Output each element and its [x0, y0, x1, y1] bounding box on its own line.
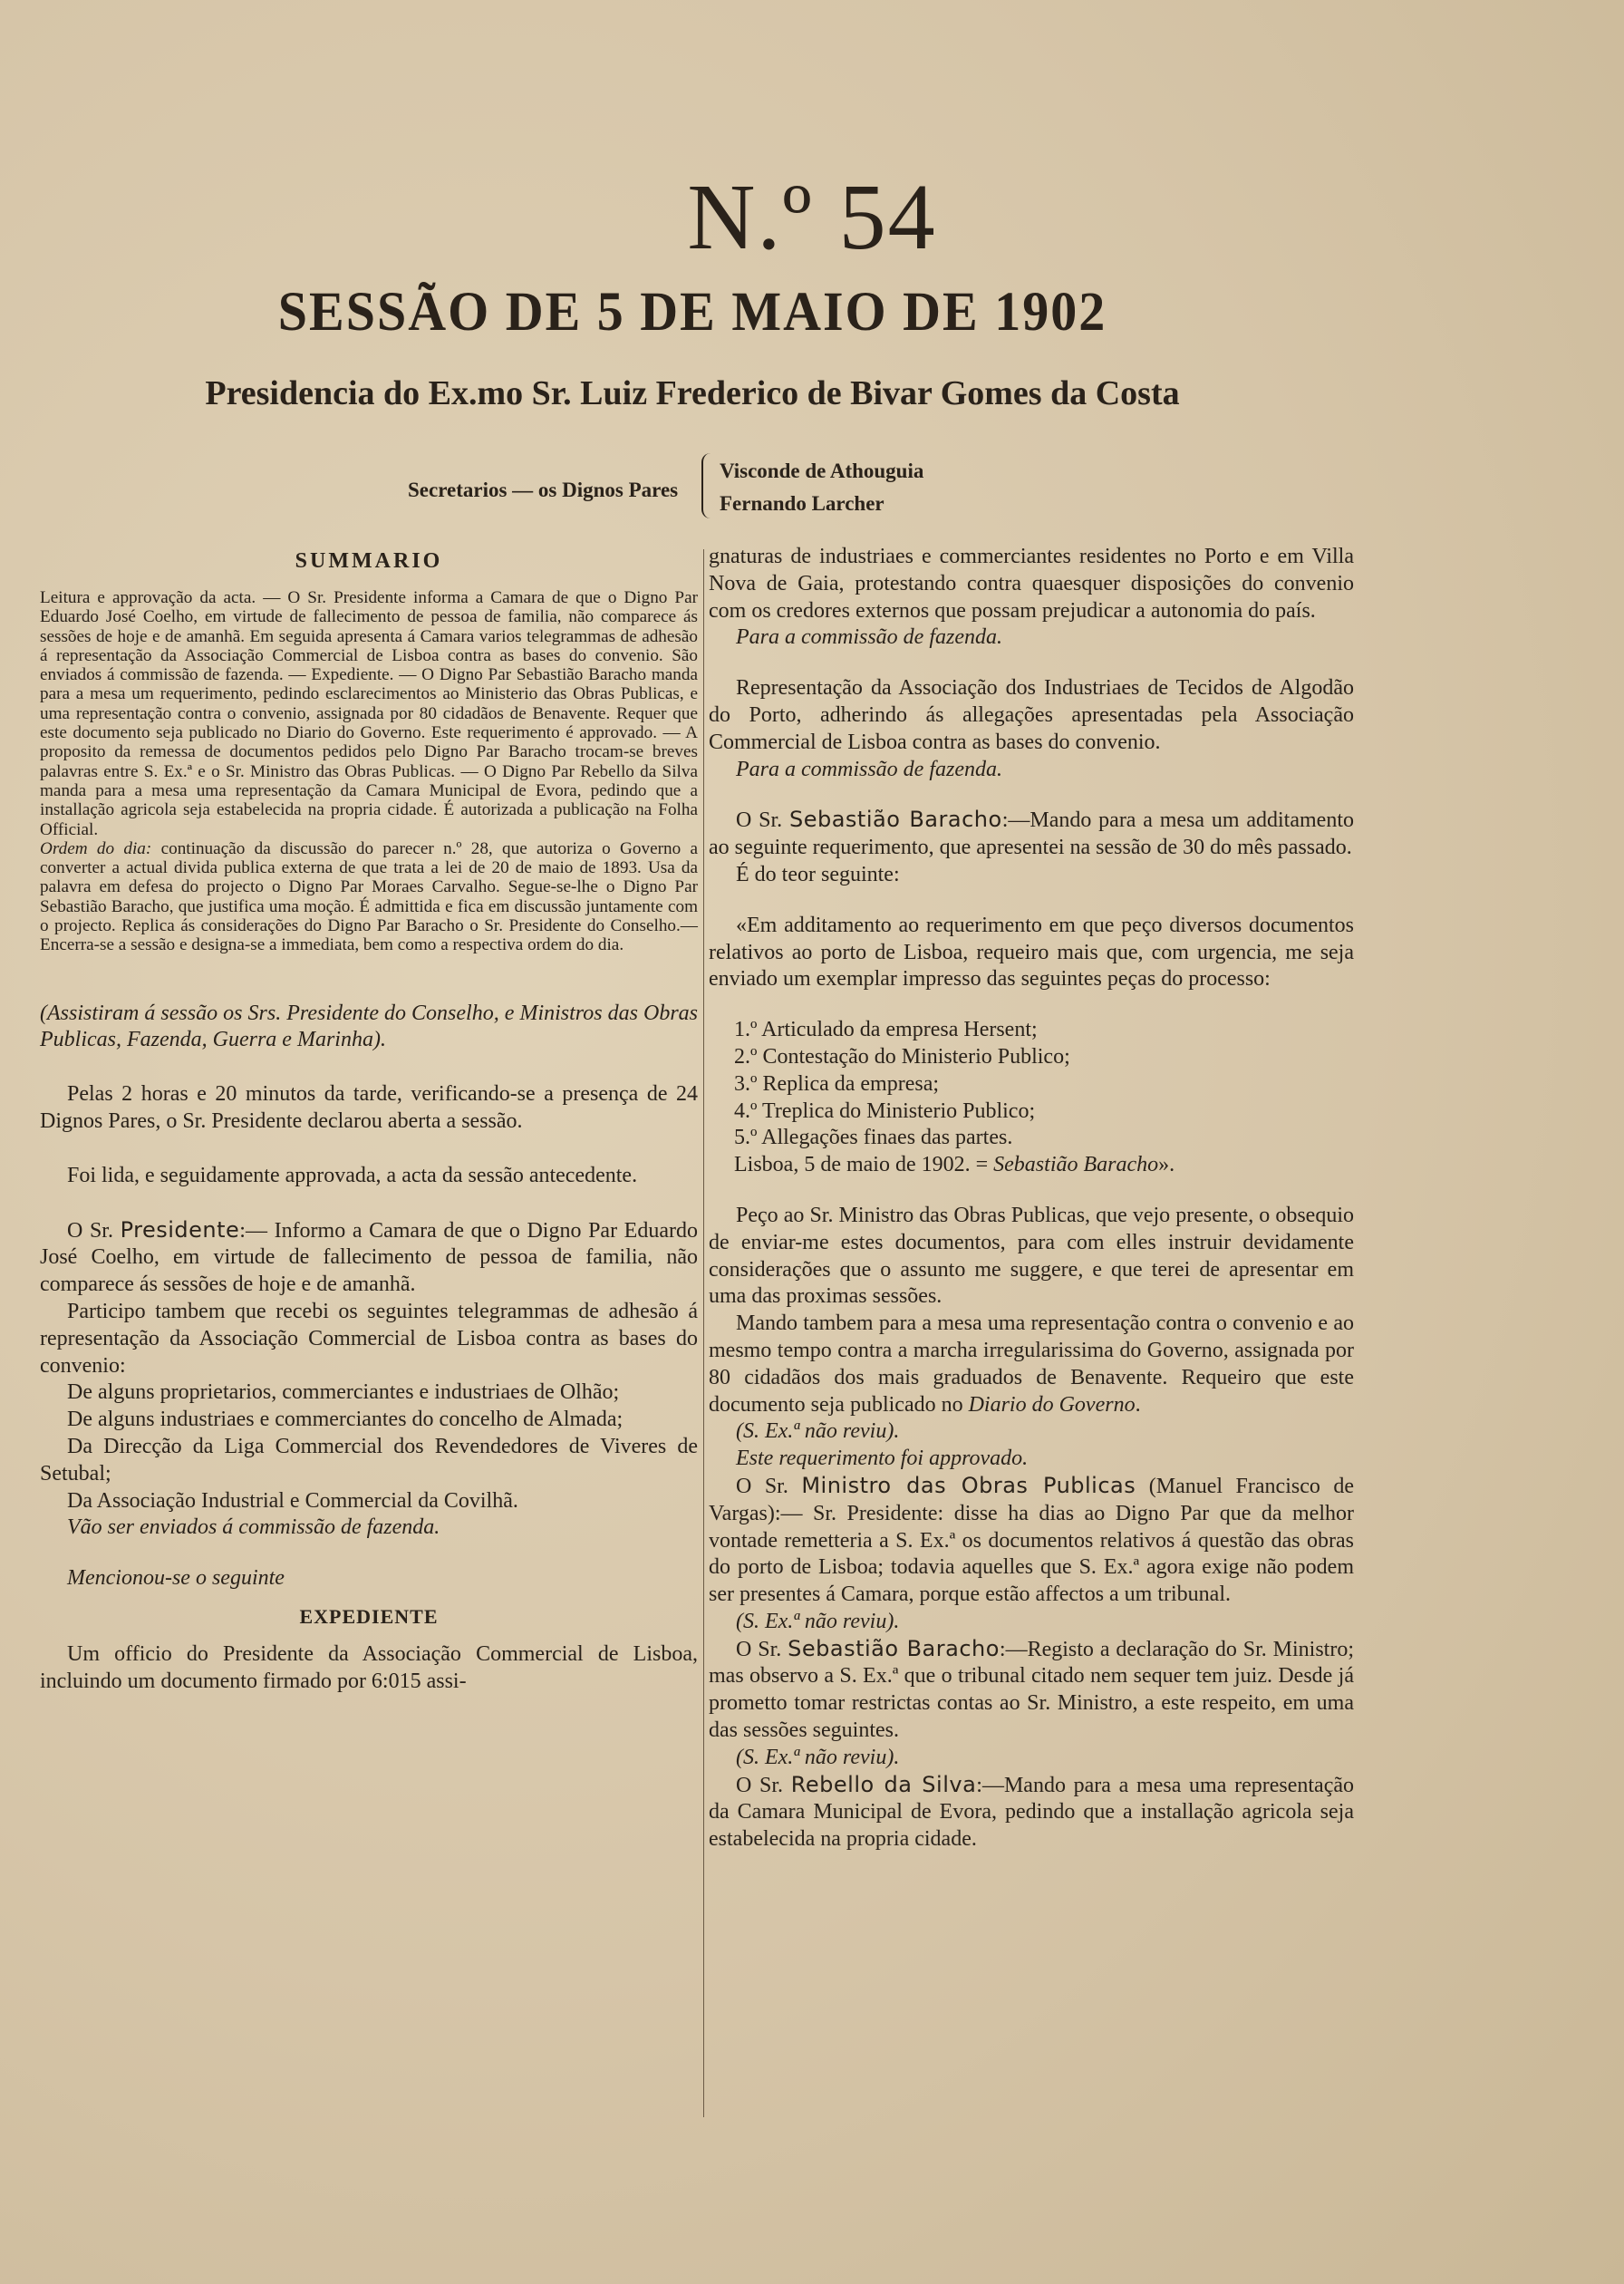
secretary-1: Visconde de Athouguia — [720, 460, 924, 482]
list-item: 2.º Contestação do Ministerio Publico; — [734, 1044, 1070, 1069]
list-item: 5.º Allegações finaes das partes. — [734, 1126, 1013, 1150]
speech-text: (Manuel Francisco de Vargas):— Sr. Presidente: disse ha dias ao Digno Par que da melhor vontade remetteria a S. Ex.ª os documentos relativos á questão das obras do porto de Lisboa; todavia aquelles que S. Ex.ª agora exige não podem ser presentes á Camara, porque estão affectos a um tribunal. — [709, 1474, 1354, 1607]
speaker-prefix: O Sr. — [736, 1637, 788, 1661]
paragraph-acta: Foi lida, e seguidamente approvada, a acta da sessão antecedente. — [67, 1163, 638, 1187]
list-item: 3.º Replica da empresa; — [734, 1071, 940, 1096]
telegram-2: De alguns industriaes e commerciantes do concelho de Almada; — [67, 1408, 624, 1432]
summary-text: Leitura e approvação da acta. — O Sr. Presidente informa a Camara de que o Digno Par Eduardo José Coelho, em virtude de fallecimento de pessoa de familia, não comparece ás sessões de hoje e de amanhã. Em seguida apresenta á Camara varios telegrammas de adhesão á representação da Associação Commercial de Lisboa contra as bases do convenio. São enviados á commissão de fazenda. — Expediente. — O Digno Par Sebastião Baracho manda para a mesa um requerimento, pedindo esclarecimentos ao Ministerio das Obras Publicas, e uma representação contra o convenio, assignada por 80 cidadãos de Benavente. Requer que este documento seja publicado no Diario do Governo. Este requerimento é approvado. — A proposito da remessa de documentos pedidos pelo Digno Par Baracho trocam-se breves palavras entre S. Ex.ª e o Sr. Ministro das Obras Publicas. — O Digno Par Rebello da Silva manda para a mesa uma representação da Camara Municipal de Evora, pedindo que a installação agricola seja estabelecida na propria cidade. É autorizada a publicação na Folha Official. — [40, 588, 698, 839]
paragraph-ministro — [709, 1473, 1354, 1609]
paragraph-presidente — [40, 1217, 698, 1299]
session-title: SESSÃO DE 5 DE MAIO DE 1902 — [277, 280, 1107, 343]
speaker-name: Sebastião Baracho — [788, 807, 1002, 833]
summary-heading: SUMMARIO — [295, 549, 443, 573]
vao-enviados: Vão ser enviados á commissão de fazenda. — [67, 1515, 440, 1540]
diario-title: Diario do Governo — [968, 1392, 1136, 1417]
paragraph-baracho-2 — [709, 1636, 1354, 1745]
signature-name: Sebastião Baracho — [993, 1153, 1159, 1177]
right-commission-1: Para a commissão de fazenda. — [736, 625, 1002, 650]
speaker-name: Sebastião Baracho — [788, 1635, 1000, 1661]
nao-reviu-3: (S. Ex.ª não reviu). — [736, 1745, 900, 1769]
speech-text: :—Mando para a mesa um additamento ao seguinte requerimento, que apresentei na sessão de 30 do mês passado. — [709, 808, 1354, 860]
speaker-name: Rebello da Silva — [790, 1771, 977, 1797]
list-item: 4.º Treplica do Ministerio Publico; — [734, 1098, 1036, 1123]
right-commission-2: Para a commissão de fazenda. — [736, 757, 1002, 781]
list-item: 1.º Articulado da empresa Hersent; — [734, 1018, 1038, 1042]
telegram-1: De alguns proprietarios, commerciantes e industriaes de Olhão; — [67, 1380, 620, 1405]
approvado-note: Este requerimento foi approvado. — [736, 1447, 1029, 1471]
mencionou-note: Mencionou-se o seguinte — [67, 1566, 285, 1591]
mando-text: Mando tambem para a mesa uma representação contra o convenio e ao mesmo tempo contra a marcha irregularissima do Governo, assignada por 80 cidadãos dos mais graduados de Benavente. Requeiro que este documento seja publicado no — [709, 1311, 1354, 1417]
signature-line — [709, 1152, 1354, 1179]
paragraph-opening: Pelas 2 horas e 20 minutos da tarde, verificando-se a presença de 24 Dignos Pares, o Sr. Presidente declarou aberta a sessão. — [40, 1082, 698, 1134]
speech-text: :—Mando para a mesa uma representação da Camara Municipal de Evora, pedindo que a installação agricola seja estabelecida na propria cidade. — [709, 1773, 1354, 1852]
teor-seguinte: É do teor seguinte: — [736, 862, 900, 886]
right-column — [709, 544, 1354, 1853]
paragraph-rebello — [709, 1772, 1354, 1853]
presidency-line: Presidencia do Ex.mo Sr. Luiz Frederico de Bivar Gomes da Costa — [205, 374, 1180, 412]
secretaries-label: Secretarios — os Dignos Pares — [408, 479, 679, 501]
secretary-2: Fernando Larcher — [720, 492, 884, 515]
peco-paragraph: Peço ao Sr. Ministro das Obras Publicas, que vejo presente, o obsequio de enviar-me estes documentos, para com elles instruir devidamente considerações que o assunto me suggere, e que terei de apresentar em uma das proximas sessões. — [709, 1203, 1354, 1309]
speaker-name: Ministro das Obras Publicas — [801, 1472, 1136, 1498]
officio-paragraph: Um officio do Presidente da Associação Commercial de Lisboa, incluindo um documento firmado por 6:015 assi- — [40, 1641, 698, 1693]
telegram-3: Da Direcção da Liga Commercial dos Revendedores de Viveres de Setubal; — [40, 1435, 698, 1486]
nao-reviu-2: (S. Ex.ª não reviu). — [736, 1609, 900, 1633]
mando-end: . — [1135, 1392, 1141, 1417]
column-divider — [703, 549, 704, 2117]
speaker-name: Presidente — [120, 1216, 240, 1243]
assistiram-note: (Assistiram á sessão os Srs. Presidente do Conselho, e Ministros das Obras Publicas, Fazenda, Guerra e Marinha). — [40, 1001, 698, 1052]
speaker-prefix: O Sr. — [736, 1773, 791, 1797]
right-continuation: gnaturas de industriaes e commerciantes residentes no Porto e em Villa Nova de Gaia, protestando contra quaesquer disposições do convenio com os credores externos que possam prejudicar a autonomia do país. — [709, 545, 1354, 623]
left-column — [40, 544, 698, 1696]
telegram-4: Da Associação Industrial e Commercial da Covilhã. — [67, 1488, 518, 1513]
paragraph-baracho-1 — [709, 807, 1354, 862]
speaker-prefix: O Sr. — [736, 808, 789, 833]
ordem-label: Ordem do dia: — [40, 838, 152, 858]
summary-ordem — [40, 839, 698, 955]
requerimento-quote: «Em additamento ao requerimento em que peço diversos documentos relativos ao porto de Lisboa, requeiro mais que, com urgencia, me seja enviado um exemplar impresso das seguintes peças do processo: — [709, 913, 1354, 992]
signature-close: ». — [1158, 1153, 1175, 1177]
secretaries-names — [720, 455, 923, 520]
representacao-tecidos: Representação da Associação dos Industriaes de Tecidos de Algodão do Porto, adherindo ás allegações apresentadas pela Associação Commercial de Lisboa contra as bases do convenio. — [709, 676, 1354, 754]
ordem-text: continuação da discussão do parecer n.º 28, que autoriza o Governo a converter a actual divida publica externa de que trata a lei de 20 de maio de 1893. Usa da palavra em defesa do projecto o Digno Par Moraes Carvalho. Segue-se-lhe o Digno Par Sebastião Baracho, que justifica uma moção. É admittida e fica em discussão juntamente com o projecto. Replica ás considerações do Digno Par Baracho o Sr. Presidente do Conselho.— Encerra-se a sessão e designa-se a immediata, bem como a respectiva ordem do dia. — [40, 838, 698, 955]
speech-text: :— Informo a Camara de que o Digno Par Eduardo José Coelho, em virtude de fallecimento de pessoa de familia, não comparece ás sessões de hoje e de amanhã. — [40, 1218, 698, 1297]
signature-date: Lisboa, 5 de maio de 1902. = — [734, 1153, 994, 1177]
speaker-prefix: O Sr. — [736, 1474, 802, 1498]
expediente-heading: EXPEDIENTE — [299, 1604, 439, 1628]
issue-number: N.º 54 — [687, 165, 937, 269]
paragraph-telegrams: Participo tambem que recebi os seguintes telegrammas de adhesão á representação da Associação Commercial de Lisboa contra as bases do convenio: — [40, 1300, 698, 1378]
brace — [701, 453, 714, 518]
speech-text: :—Registo a declaração do Sr. Ministro; mas observo a S. Ex.ª que o tribunal citado nem sequer tem juiz. Desde já prometto tomar restrictas contas ao Sr. Ministro, a este respeito, em uma das sessões seguintes. — [709, 1637, 1354, 1743]
mando-tambem-paragraph — [709, 1311, 1354, 1418]
nao-reviu-1: (S. Ex.ª não reviu). — [736, 1419, 900, 1444]
speaker-prefix: O Sr. — [67, 1218, 121, 1243]
